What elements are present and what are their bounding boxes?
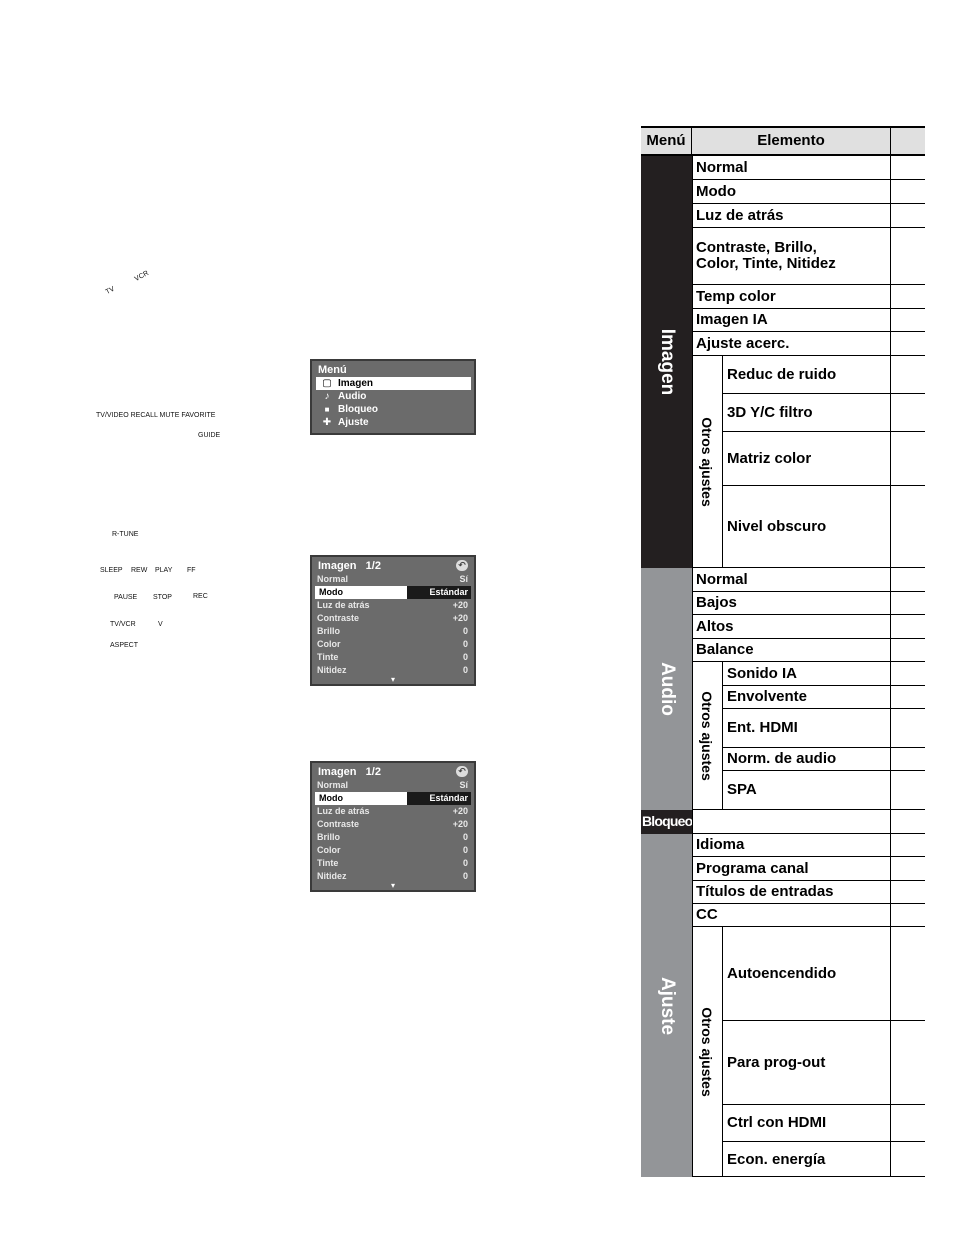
row-value: Estándar [429, 793, 468, 803]
osd-menu-item-audio[interactable] [316, 390, 471, 403]
row-imagen-ia: Imagen IA [692, 309, 925, 332]
row-value: 0 [462, 639, 468, 649]
header-menu: Menú [641, 128, 692, 154]
row-imagen-yc: 3D Y/C filtro [723, 394, 925, 432]
row-label: Color [317, 845, 341, 855]
row-value: Sí [459, 574, 468, 584]
imagen-otros-ajustes [692, 356, 723, 568]
menu-ajuste-label: Ajuste [656, 976, 678, 1035]
row-label: Modo [319, 587, 343, 597]
row-audio-hdmi: Ent. HDMI [723, 709, 925, 748]
scroll-down-icon[interactable]: ▾ [390, 881, 396, 890]
remote-rew-label: REW [131, 567, 148, 574]
row-ajuste-energia: Econ. energía [727, 1150, 826, 1168]
row-imagen-modo: Modo [692, 180, 925, 204]
remote-guide-label: GUIDE [198, 432, 221, 439]
ajuste-otros-ajustes [692, 927, 723, 1177]
remote-rtune-label: R-TUNE [112, 531, 139, 538]
osd-row-modo[interactable] [312, 792, 474, 805]
row-label: Brillo [317, 626, 341, 636]
row-ajuste-autoencendido: Autoencendido [723, 927, 925, 1021]
osd-row-brillo[interactable] [312, 831, 474, 844]
audio-otros-ajustes [692, 662, 723, 810]
row-value: +20 [452, 613, 468, 623]
row-label: Luz de atrás [317, 806, 370, 816]
row-ajuste-idioma: Idioma [692, 834, 925, 857]
row-ajuste-hdmi: Ctrl con HDMI [723, 1105, 925, 1142]
osd-row-color[interactable] [312, 638, 474, 651]
osd-picture-title: Imagen 1/2 [318, 766, 381, 778]
row-audio-balance: Balance [692, 639, 925, 662]
osd-menu-item-bloqueo[interactable] [316, 403, 471, 416]
row-bloqueo [692, 810, 925, 834]
table-header [641, 128, 925, 156]
row-value: 0 [462, 652, 468, 662]
row-label: Tinte [317, 858, 339, 868]
remote-play-label: PLAY [155, 567, 173, 574]
row-value: +20 [452, 600, 468, 610]
row-value: 0 [462, 832, 468, 842]
row-imagen-acerc: Ajuste acerc. [692, 332, 925, 356]
row-audio-spa: SPA [723, 771, 925, 810]
remote-stop-label: STOP [153, 594, 172, 601]
row-value: Estándar [429, 587, 468, 597]
row-audio-bajos: Bajos [692, 592, 925, 615]
wrench-icon: ✚ [322, 417, 332, 428]
menu-bloqueo [641, 810, 692, 834]
menu-ajuste [641, 834, 692, 1177]
row-label: Contraste [317, 613, 360, 623]
otros-label: Otros ajustes [699, 1007, 715, 1097]
menu-imagen [641, 156, 692, 568]
music-note-icon: ♪ [324, 391, 330, 402]
row-value: 0 [462, 845, 468, 855]
menu-audio [641, 568, 692, 810]
row-imagen-contraste: Contraste, Brillo, Color, Tinte, Nitidez [692, 228, 925, 285]
row-audio-norm: Norm. de audio [723, 748, 925, 771]
osd-row-contraste[interactable] [312, 612, 474, 625]
osd-main-title: Menú [318, 364, 347, 376]
row-imagen-ruido: Reduc de ruido [723, 356, 925, 394]
row-label: Contraste [317, 819, 360, 829]
row-value: Sí [459, 780, 468, 790]
remote-vcr-label: VCR [133, 269, 151, 283]
row-imagen-matriz: Matriz color [723, 432, 925, 486]
row-ajuste-progout: Para prog-out [723, 1021, 925, 1105]
osd-menu-item-label: Imagen [338, 378, 374, 389]
row-label: Normal [317, 574, 349, 584]
remote-pause-label: PAUSE [114, 594, 138, 601]
menu-bloqueo-label: Bloqueo [642, 813, 693, 829]
row-audio-normal: Normal [692, 568, 925, 592]
row-label: Tinte [317, 652, 339, 662]
row-audio-altos: Altos [692, 615, 925, 639]
osd-menu-item-label: Audio [338, 391, 367, 402]
row-imagen-temp: Temp color [692, 285, 925, 309]
remote-sleep-label: SLEEP [100, 567, 123, 574]
otros-label: Otros ajustes [699, 690, 715, 781]
osd-row-tinte[interactable] [312, 651, 474, 664]
remote-v-label: V [158, 621, 163, 628]
remote-tv-label: TV [104, 285, 116, 296]
osd-row-luz[interactable] [312, 805, 474, 818]
row-label: Color [317, 639, 341, 649]
header-element: Elemento [692, 128, 891, 154]
row-value: 0 [462, 858, 468, 868]
osd-picture-title: Imagen 1/2 [318, 560, 381, 572]
scroll-down-icon[interactable]: ▾ [390, 675, 396, 684]
row-value: +20 [452, 806, 468, 816]
menu-settings-table [641, 126, 925, 1177]
menu-audio-label: Audio [656, 662, 678, 716]
row-label: Normal [317, 780, 349, 790]
otros-label: Otros ajustes [699, 416, 715, 507]
remote-ff-label: FF [187, 567, 196, 574]
monitor-icon: ▢ [322, 378, 332, 389]
remote-aspect-label: ASPECT [110, 642, 139, 649]
row-imagen-luz: Luz de atrás [692, 204, 925, 228]
row-audio-envolvente: Envolvente [723, 686, 925, 709]
osd-menu-item-ajuste[interactable] [316, 416, 471, 429]
menu-imagen-label: Imagen [656, 328, 678, 396]
row-label: Brillo [317, 832, 341, 842]
remote-row1-labels: TV/VIDEO RECALL MUTE FAVORITE [96, 412, 216, 419]
osd-picture-menu-b [310, 761, 476, 892]
osd-row-brillo[interactable] [312, 625, 474, 638]
lock-icon: ■ [324, 405, 330, 414]
osd-menu-item-label: Bloqueo [338, 404, 378, 415]
row-label: Modo [319, 793, 343, 803]
osd-menu-item-label: Ajuste [338, 417, 369, 428]
row-value: +20 [452, 819, 468, 829]
osd-row-color[interactable] [312, 844, 474, 857]
row-value: 0 [462, 871, 468, 881]
osd-row-normal[interactable] [312, 573, 474, 586]
row-label: Nitidez [317, 871, 347, 881]
row-ajuste-titulos: Títulos de entradas [692, 881, 925, 904]
back-arrow-icon[interactable]: ↶ [456, 766, 468, 777]
remote-tvvcr-label: TV/VCR [110, 621, 136, 628]
back-arrow-icon[interactable]: ↶ [456, 560, 468, 571]
osd-row-luz[interactable] [312, 599, 474, 612]
row-ajuste-programa: Programa canal [692, 857, 925, 881]
row-imagen-normal: Normal [692, 156, 925, 180]
osd-picture-menu-a [310, 555, 476, 686]
osd-main-menu [310, 359, 476, 435]
osd-row-contraste[interactable] [312, 818, 474, 831]
row-value: 0 [462, 665, 468, 675]
row-imagen-nivel: Nivel obscuro [723, 486, 925, 568]
osd-row-modo[interactable] [312, 586, 474, 599]
row-audio-sonido: Sonido IA [723, 662, 925, 686]
row-label: Luz de atrás [317, 600, 370, 610]
remote-rec-label: REC [193, 593, 208, 600]
osd-row-normal[interactable] [312, 779, 474, 792]
osd-row-tinte[interactable] [312, 857, 474, 870]
row-value: 0 [462, 626, 468, 636]
row-label: Nitidez [317, 665, 347, 675]
osd-menu-item-imagen[interactable] [316, 377, 471, 390]
row-ajuste-cc: CC [692, 904, 925, 927]
